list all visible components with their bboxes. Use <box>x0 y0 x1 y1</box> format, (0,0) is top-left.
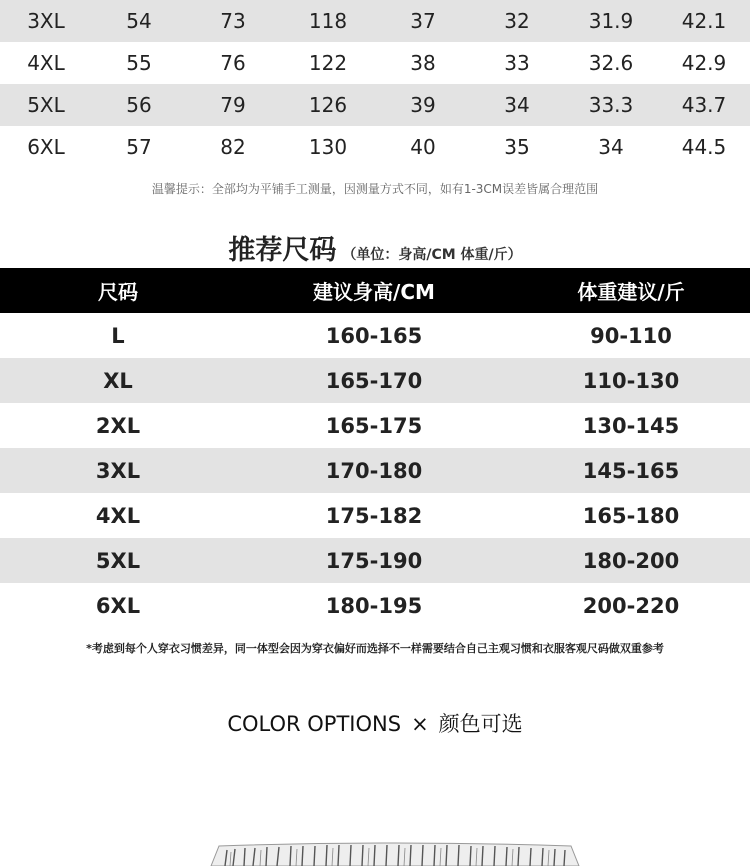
recommend-unit: （单位：身高/CM 体重/斤） <box>342 247 522 263</box>
table-cell: 35 <box>504 135 530 159</box>
table-cell: 130 <box>308 135 348 159</box>
table-cell: 39 <box>410 93 436 117</box>
weight-cell: 130-145 <box>582 413 680 438</box>
table-row <box>0 358 750 403</box>
size-cell: 3XL <box>95 458 141 483</box>
table-row <box>0 126 750 168</box>
height-cell: 175-190 <box>325 548 423 573</box>
height-cell: 170-180 <box>325 458 423 483</box>
table-cell: 79 <box>220 93 246 117</box>
table-cell: 3XL <box>27 9 65 33</box>
table-cell: 32 <box>504 9 530 33</box>
weight-cell: 90-110 <box>590 323 672 348</box>
table-row <box>0 313 750 358</box>
recommend-title: 推荐尺码 <box>228 235 337 266</box>
size-measurement-table <box>0 0 750 168</box>
color-options-en: COLOR OPTIONS <box>227 712 402 736</box>
table-cell: 76 <box>220 51 246 75</box>
table-row <box>0 448 750 493</box>
table-row <box>0 493 750 538</box>
garment-waistband-image <box>205 838 585 866</box>
size-cell: 5XL <box>95 548 141 573</box>
weight-cell: 200-220 <box>582 593 680 618</box>
table-cell: 42.1 <box>681 9 727 33</box>
size-cell: XL <box>103 368 133 393</box>
table-cell: 37 <box>410 9 436 33</box>
table-row <box>0 538 750 583</box>
height-cell: 175-182 <box>325 503 423 528</box>
recommend-table <box>0 313 750 628</box>
table-cell: 54 <box>126 9 152 33</box>
weight-cell: 165-180 <box>582 503 680 528</box>
table-cell: 118 <box>308 9 348 33</box>
weight-cell: 180-200 <box>582 548 680 573</box>
table-cell: 33 <box>504 51 530 75</box>
table-cell: 40 <box>410 135 436 159</box>
height-cell: 180-195 <box>325 593 423 618</box>
table-cell: 122 <box>308 51 348 75</box>
size-cell: 6XL <box>95 593 141 618</box>
fit-disclaimer: *考虑到每个人穿衣习惯差异，同一体型会因为穿衣偏好而选择不一样需要结合自己主观习惯和衣服客观尺码做双重参考 <box>86 642 664 655</box>
color-options-cn: 颜色可选 <box>438 712 523 736</box>
size-cell: 2XL <box>95 413 141 438</box>
column-header-size: 尺码 <box>98 280 138 304</box>
column-header-height: 建议身高/CM <box>313 280 435 304</box>
measurement-tip: 温馨提示：全部均为平铺手工测量，因测量方式不同，如有1-3CM误差皆属合理范围 <box>151 182 599 196</box>
size-cell: L <box>111 323 125 348</box>
table-cell: 42.9 <box>681 51 727 75</box>
table-cell: 44.5 <box>681 135 727 159</box>
height-cell: 165-170 <box>325 368 423 393</box>
size-cell: 4XL <box>95 503 141 528</box>
table-row <box>0 84 750 126</box>
color-options-heading <box>0 708 750 738</box>
table-row <box>0 583 750 628</box>
table-cell: 82 <box>220 135 246 159</box>
height-cell: 160-165 <box>325 323 423 348</box>
table-cell: 55 <box>126 51 152 75</box>
table-cell: 6XL <box>27 135 65 159</box>
table-row <box>0 0 750 42</box>
table-cell: 5XL <box>27 93 65 117</box>
column-header-weight: 体重建议/斤 <box>577 280 685 304</box>
table-cell: 126 <box>308 93 348 117</box>
table-cell: 43.7 <box>681 93 727 117</box>
table-cell: 38 <box>410 51 436 75</box>
product-photo <box>205 838 585 866</box>
table-row <box>0 403 750 448</box>
table-cell: 32.6 <box>588 51 634 75</box>
recommend-heading <box>0 228 750 267</box>
table-cell: 57 <box>126 135 152 159</box>
table-cell: 73 <box>220 9 246 33</box>
separator-mark: × <box>411 712 429 736</box>
height-cell: 165-175 <box>325 413 423 438</box>
table-cell: 34 <box>504 93 530 117</box>
table-cell: 4XL <box>27 51 65 75</box>
table-cell: 33.3 <box>588 93 634 117</box>
table-cell: 56 <box>126 93 152 117</box>
weight-cell: 145-165 <box>582 458 680 483</box>
recommend-table-header <box>0 268 750 313</box>
table-cell: 31.9 <box>588 9 634 33</box>
weight-cell: 110-130 <box>582 368 680 393</box>
table-cell: 34 <box>598 135 624 159</box>
table-row <box>0 42 750 84</box>
